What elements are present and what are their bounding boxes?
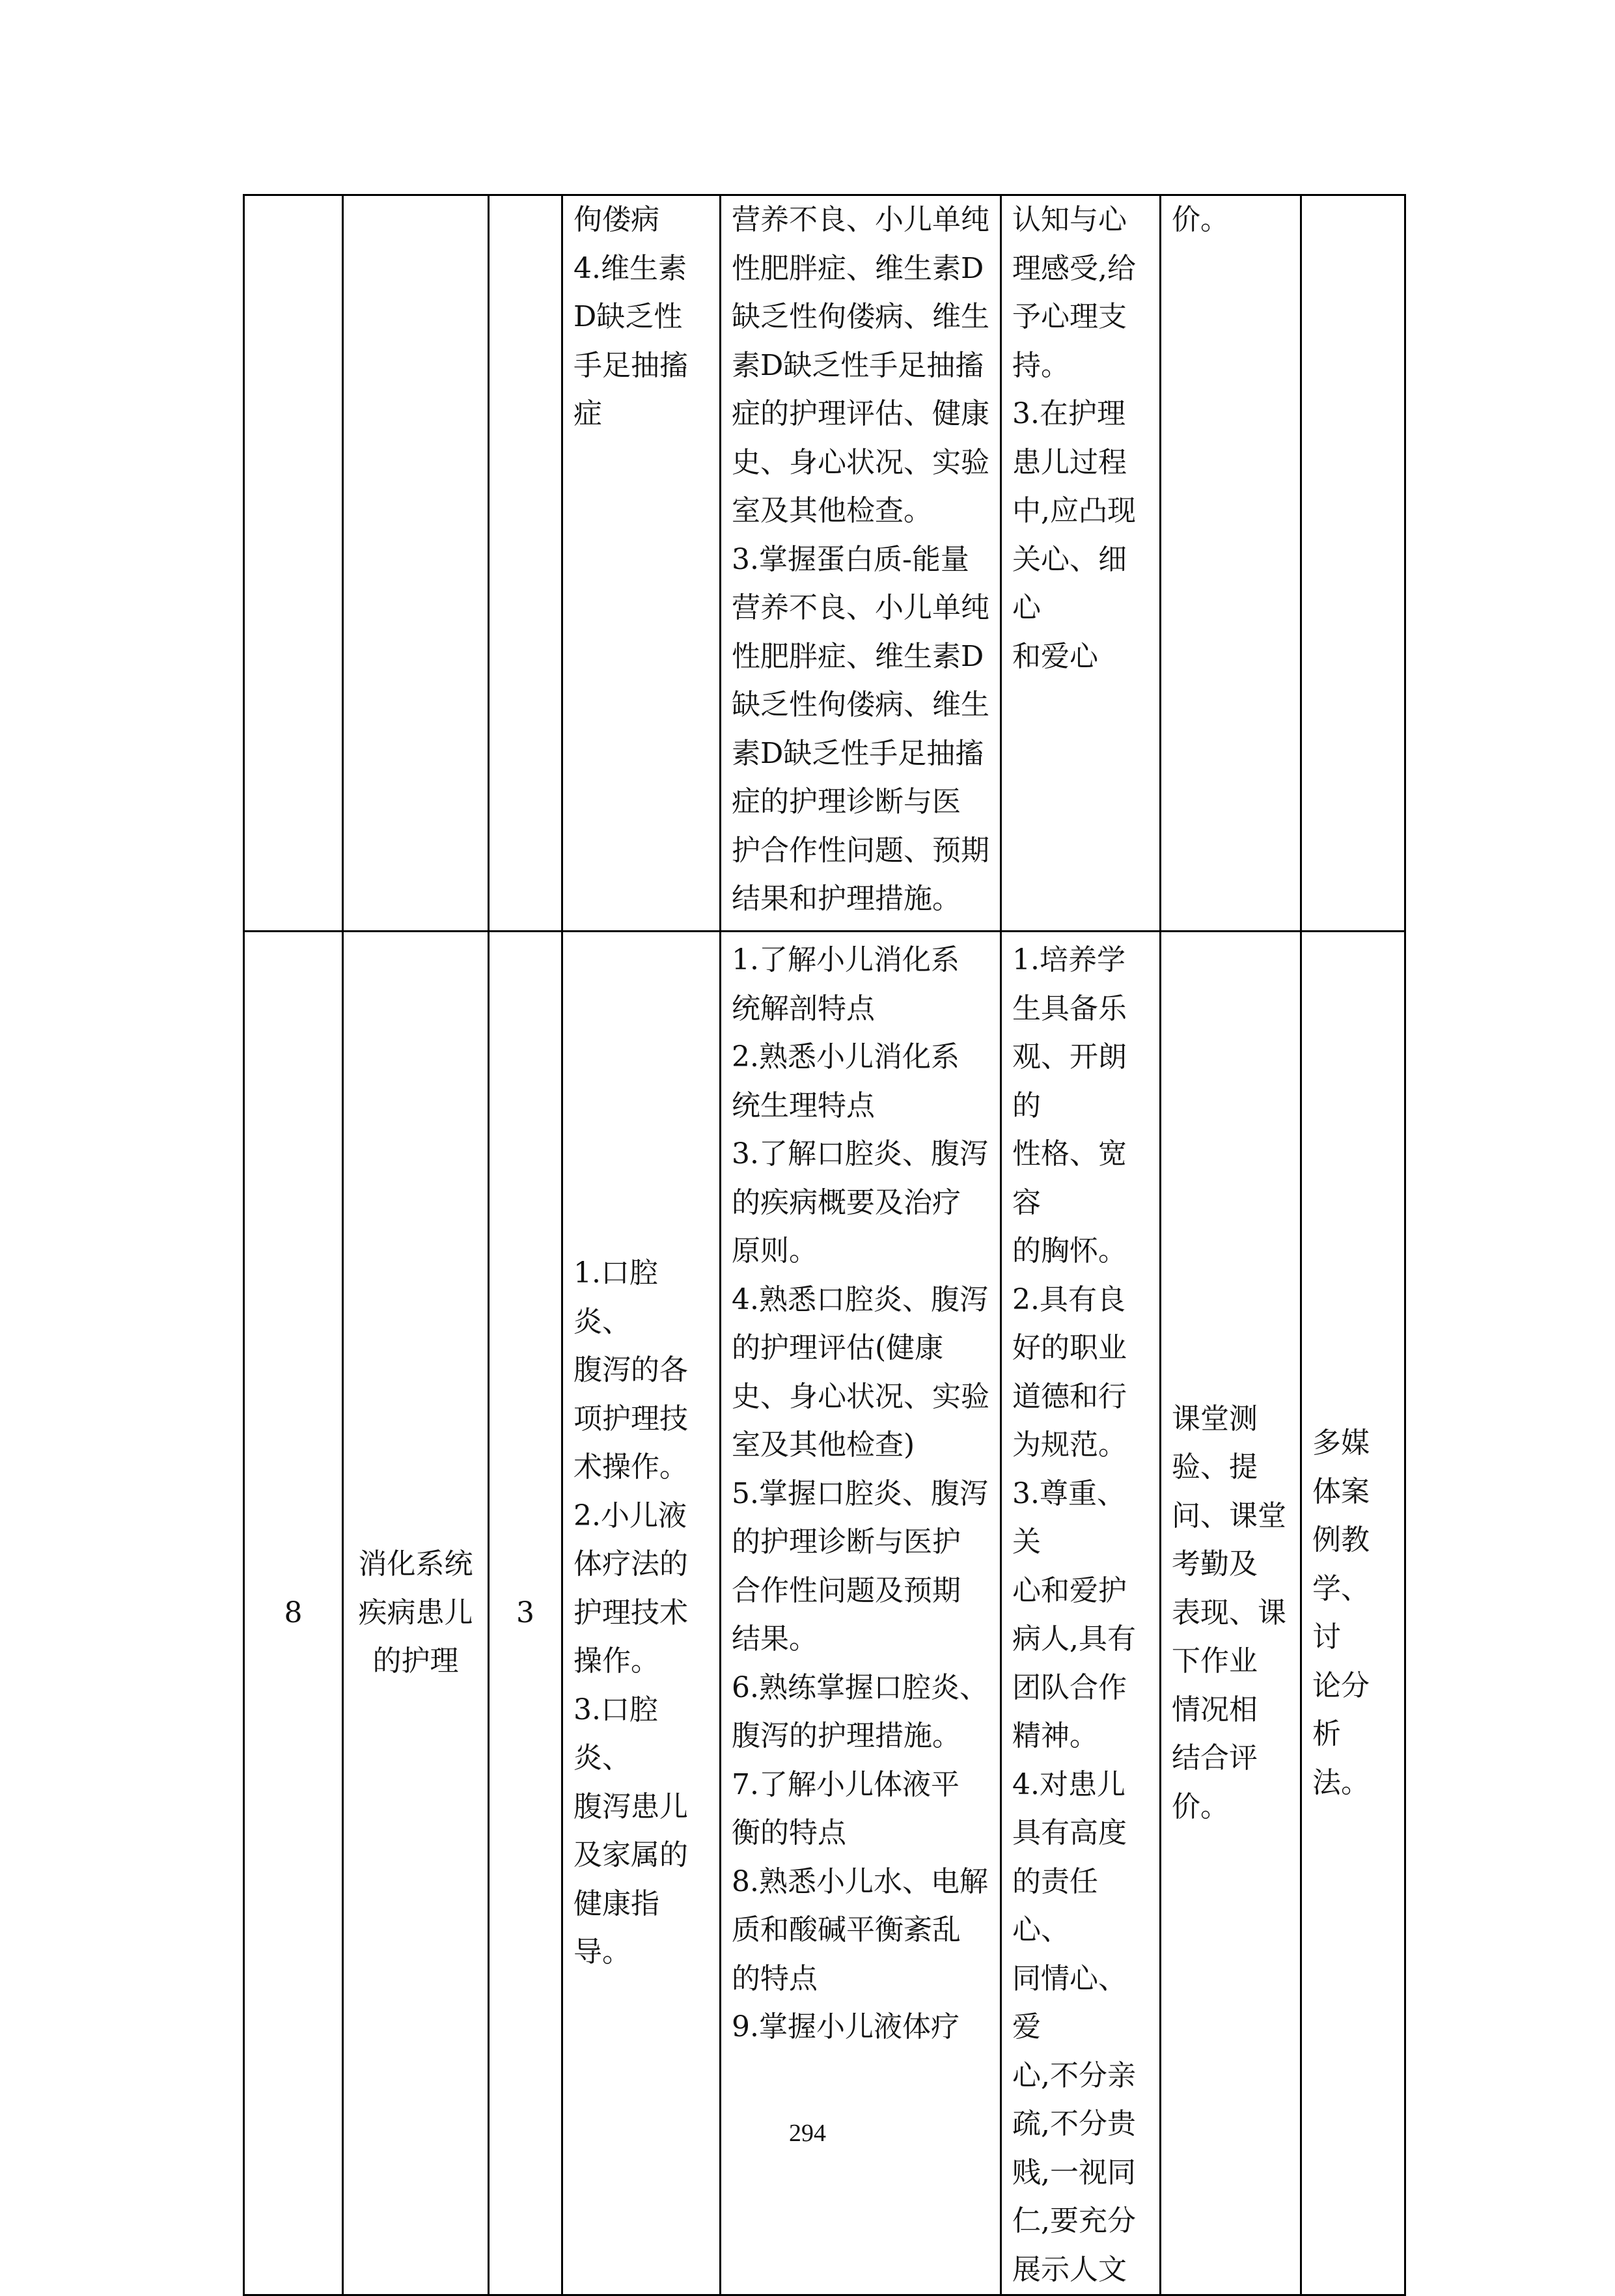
hours-cell: 3 bbox=[489, 932, 562, 2295]
assessment-cell: 课堂测 验、提 问、课堂 考勤及 表现、课 下作业 情况相 结合评 价。 bbox=[1161, 932, 1301, 2295]
objectives-cell: 1.了解小儿消化系 统解剖特点 2.熟悉小儿消化系 统生理特点 3.了解口腔炎、腹泻 的疾病概要及治疗 原则。 4.熟悉口腔炎、腹泻 的护理评估(健康 史、身心状况、实验 室及其他检查) 5.掌握口腔炎、腹泻 的护理诊断与医护 合作性问题及预期 结果。 6.熟练掌握口腔炎、 腹泻的护理措施。 7.了解小儿体液平 衡的特点 8.熟悉小儿水、电解 质和酸碱平衡紊乱 的特点 9.掌握小儿液体疗 bbox=[721, 932, 1001, 2295]
assessment-cell: 价。 bbox=[1161, 195, 1301, 932]
hours-cell bbox=[489, 195, 562, 932]
method-cell bbox=[1301, 195, 1405, 932]
ideology-cell: 1.培养学 生具备乐 观、开朗的 性格、宽容 的胸怀。 2.具有良 好的职业 道德和行 为规范。 3.尊重、关 心和爱护 病人,具有 团队合作 精神。 4.对患儿 具有高度 的责任心、 同情心、爱 心,不分亲 疏,不分贵 贱,一视同 仁,要充分 展示人文 bbox=[1001, 932, 1161, 2295]
chapter-cell: 消化系统 疾病患儿 的护理 bbox=[343, 932, 489, 2295]
ideology-cell: 认知与心 理感受,给 予心理支 持。 3.在护理 患儿过程 中,应凸现 关心、细心 和爱心 bbox=[1001, 195, 1161, 932]
method-cell: 多媒 体案 例教 学、讨 论分 析法。 bbox=[1301, 932, 1405, 2295]
syllabus-table bbox=[243, 194, 1406, 2296]
page-number: 294 bbox=[789, 2120, 826, 2147]
table-row bbox=[244, 932, 1405, 2295]
content-cell: 1.口腔炎、 腹泻的各 项护理技 术操作。 2.小儿液 体疗法的 护理技术 操作。 3.口腔炎、 腹泻患儿 及家属的 健康指导。 bbox=[562, 932, 721, 2295]
chapter-cell bbox=[343, 195, 489, 932]
index-cell: 8 bbox=[244, 932, 343, 2295]
objectives-cell: 营养不良、小儿单纯 性肥胖症、维生素D 缺乏性佝偻病、维生 素D缺乏性手足抽搐 症的护理评估、健康 史、身心状况、实验 室及其他检查。 3.掌握蛋白质-能量 营养不良、小儿单纯 性肥胖症、维生素D 缺乏性佝偻病、维生 素D缺乏性手足抽搐 症的护理诊断与医 护合作性问题、预期 结果和护理措施。 bbox=[721, 195, 1001, 932]
index-cell bbox=[244, 195, 343, 932]
content-cell: 佝偻病 4.维生素 D缺乏性 手足抽搐 症 bbox=[562, 195, 721, 932]
table-row bbox=[244, 195, 1405, 932]
